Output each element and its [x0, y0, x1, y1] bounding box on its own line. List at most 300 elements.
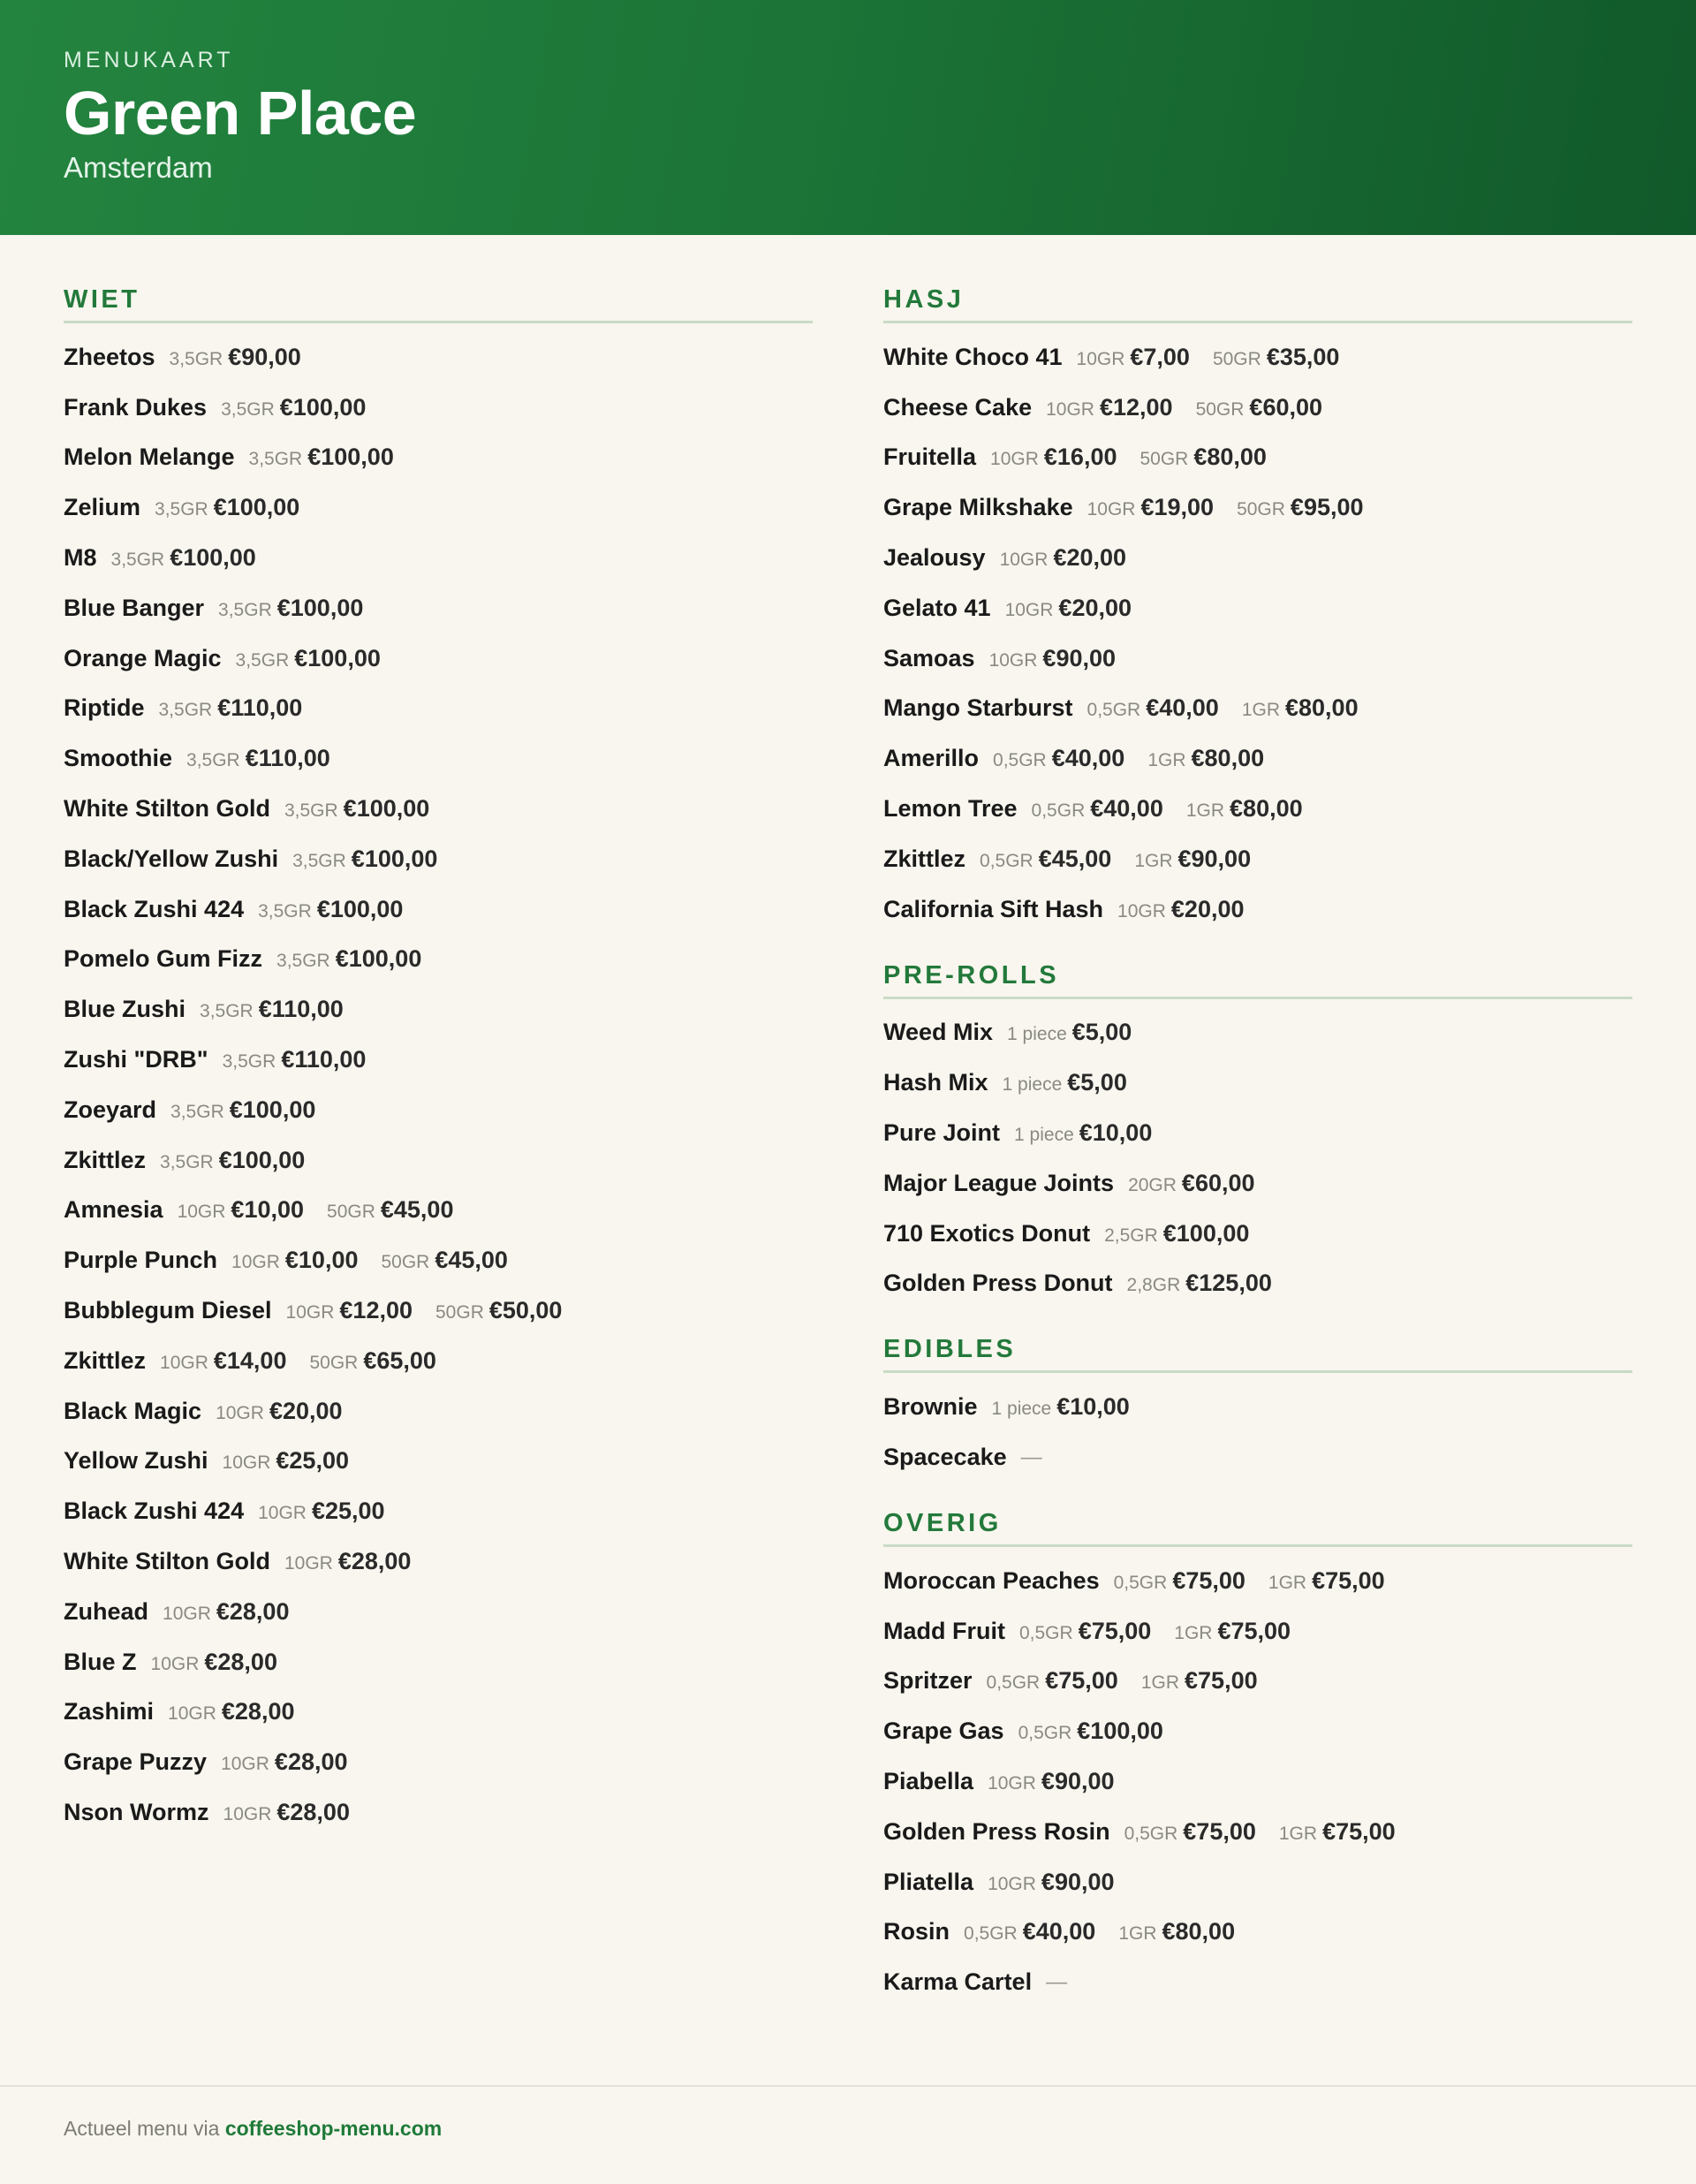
price-unit: 20GR — [1128, 1174, 1177, 1195]
price-amount: €100,00 — [276, 594, 364, 621]
price-amount: €75,00 — [1078, 1617, 1152, 1644]
menu-item — [883, 1058, 1632, 1108]
menu-item — [64, 1687, 813, 1738]
price-unit: 0,5GR — [986, 1672, 1041, 1694]
item-name: California Sift Hash — [883, 895, 1104, 922]
item-name: Zuhead — [64, 1597, 149, 1625]
price-option — [168, 1698, 294, 1725]
menu-item — [883, 1706, 1632, 1756]
price-option — [1237, 494, 1363, 521]
price-option — [1140, 444, 1266, 471]
price-unit: 3,5GR — [158, 700, 213, 721]
price-option — [381, 1247, 507, 1274]
menu-item — [64, 1737, 813, 1787]
price-unavailable-dash: — — [1020, 1445, 1042, 1469]
price-option — [1128, 1170, 1254, 1197]
price-option — [988, 1768, 1114, 1795]
menu-item — [64, 433, 813, 483]
item-name: Zkittlez — [64, 1346, 147, 1374]
menu-item — [883, 583, 1632, 633]
price-unit: 10GR — [150, 1653, 200, 1674]
menu-item — [64, 1285, 813, 1336]
price-option — [992, 1393, 1130, 1421]
menu-item — [883, 482, 1632, 533]
menu-item — [883, 1807, 1632, 1857]
item-name: Pomelo Gum Fizz — [64, 945, 263, 973]
price-option — [1174, 1618, 1291, 1645]
item-name: Pure Joint — [883, 1119, 1001, 1147]
price-option — [993, 745, 1124, 772]
menu-item — [883, 633, 1632, 684]
price-amount: €75,00 — [1183, 1817, 1256, 1845]
price-amount: €10,00 — [1079, 1119, 1153, 1147]
menu-item — [64, 1235, 813, 1285]
item-name: Fruitella — [883, 444, 977, 471]
item-name: Grape Gas — [883, 1718, 1004, 1745]
price-unit: 0,5GR — [1031, 800, 1086, 822]
price-option — [160, 1147, 305, 1174]
item-name: Black Magic — [64, 1397, 202, 1424]
price-option — [249, 444, 394, 471]
menu-section-hasj — [883, 282, 1632, 935]
price-unit: 50GR — [1140, 449, 1189, 470]
price-unit: 10GR — [284, 1553, 333, 1574]
price-unit: 50GR — [1195, 398, 1245, 420]
menu-item — [883, 684, 1632, 734]
menu-section-overig — [883, 1505, 1632, 2007]
menu-column-right — [883, 282, 1632, 2030]
price-unit: 10GR — [177, 1202, 226, 1223]
item-name: Moroccan Peaches — [883, 1566, 1100, 1594]
price-amount: €10,00 — [231, 1196, 305, 1224]
price-unit: 10GR — [221, 1754, 269, 1775]
menu-header — [0, 0, 1696, 235]
price-amount: €100,00 — [307, 444, 394, 471]
item-name: Zoeyard — [64, 1096, 157, 1123]
price-amount: €90,00 — [1041, 1768, 1115, 1795]
menu-item — [64, 684, 813, 734]
item-name: Major League Joints — [883, 1169, 1115, 1196]
price-amount: €100,00 — [294, 644, 381, 671]
price-unit: 0,5GR — [1018, 1723, 1072, 1744]
price-unit: 3,5GR — [276, 951, 330, 972]
menu-column-left — [64, 282, 813, 1861]
menu-item — [64, 482, 813, 533]
price-amount: €100,00 — [218, 1146, 306, 1173]
price-unit: 1GR — [1140, 1672, 1180, 1694]
section-title: EDIBLES — [883, 1331, 1632, 1373]
price-amount: €25,00 — [311, 1498, 385, 1525]
menu-item — [64, 834, 813, 884]
price-option — [216, 1398, 342, 1425]
menu-section-edibles — [883, 1331, 1632, 1483]
item-name: Frank Dukes — [64, 393, 208, 421]
price-option — [111, 544, 256, 572]
item-name: Riptide — [64, 694, 145, 722]
price-amount: €100,00 — [1162, 1219, 1250, 1247]
price-amount: €50,00 — [488, 1297, 563, 1324]
price-unit: 50GR — [1212, 348, 1261, 369]
menu-section-wiet — [64, 282, 813, 1838]
price-amount: €20,00 — [1058, 594, 1132, 621]
price-amount: €28,00 — [216, 1597, 290, 1625]
price-amount: €40,00 — [1146, 694, 1219, 722]
price-unit: 3,5GR — [155, 499, 208, 520]
price-unit: 1 piece — [1002, 1074, 1063, 1096]
price-option — [223, 1046, 367, 1073]
price-amount: €100,00 — [170, 544, 256, 572]
price-option — [309, 1347, 435, 1375]
price-unit: 10GR — [988, 1773, 1036, 1794]
price-amount: €60,00 — [1249, 393, 1323, 421]
price-amount: €35,00 — [1266, 343, 1340, 370]
price-unit: 10GR — [285, 1302, 335, 1323]
menu-item — [883, 1209, 1632, 1259]
price-unit: 1GR — [1278, 1823, 1318, 1844]
item-name: Golden Press Donut — [883, 1270, 1113, 1297]
menu-item — [64, 1035, 813, 1085]
item-name: 710 Exotics Donut — [883, 1219, 1091, 1247]
price-option — [286, 1297, 413, 1324]
price-unit: 10GR — [1117, 900, 1166, 921]
section-title: WIET — [64, 282, 813, 323]
price-option — [1118, 1918, 1235, 1945]
price-option — [1087, 494, 1214, 521]
price-amount: €90,00 — [1041, 1868, 1115, 1895]
item-name: Rosin — [883, 1918, 950, 1945]
price-unit: 1GR — [1118, 1923, 1157, 1945]
item-name: Black Zushi 424 — [64, 895, 245, 922]
price-amount: €28,00 — [274, 1748, 348, 1776]
price-amount: €5,00 — [1067, 1069, 1127, 1096]
menu-item — [883, 884, 1632, 935]
price-amount: €7,00 — [1130, 343, 1190, 370]
price-option — [1032, 795, 1163, 823]
header-eyebrow: MENUKAART — [64, 48, 234, 72]
price-option — [170, 1096, 315, 1124]
item-name: Melon Melange — [64, 444, 235, 471]
price-unit: 3,5GR — [160, 1151, 214, 1172]
menu-item — [883, 332, 1632, 383]
price-amount: €40,00 — [1022, 1918, 1096, 1945]
price-option — [292, 846, 437, 873]
item-name: Hash Mix — [883, 1069, 988, 1096]
item-name: M8 — [64, 544, 97, 572]
price-unit: 3,5GR — [235, 649, 290, 671]
price-amount: €45,00 — [435, 1247, 508, 1274]
price-unit: 10GR — [1046, 398, 1094, 420]
price-unit: 0,5GR — [980, 850, 1034, 871]
price-amount: €19,00 — [1140, 494, 1215, 521]
price-amount: €90,00 — [1177, 845, 1252, 872]
price-amount: €40,00 — [1090, 795, 1163, 823]
item-name: Lemon Tree — [883, 795, 1018, 823]
menu-item — [64, 935, 813, 985]
price-unit: 50GR — [381, 1252, 430, 1273]
price-unit: 3,5GR — [221, 398, 275, 420]
price-option — [178, 1196, 304, 1224]
price-option — [160, 1347, 286, 1375]
price-option — [1046, 394, 1172, 421]
price-option — [284, 795, 429, 823]
menu-section-pre-rolls — [883, 958, 1632, 1309]
menu-item — [64, 1787, 813, 1838]
price-unit: 10GR — [163, 1603, 211, 1624]
price-amount: €75,00 — [1185, 1667, 1258, 1695]
price-amount: €100,00 — [229, 1096, 316, 1123]
item-name: Brownie — [883, 1393, 978, 1421]
section-title: HASJ — [883, 282, 1632, 323]
price-unit: 1GR — [1185, 800, 1225, 822]
price-option — [159, 694, 303, 722]
price-unit: 10GR — [988, 649, 1038, 671]
price-amount: €110,00 — [217, 694, 303, 722]
menu-item — [883, 1756, 1632, 1807]
menu-item — [883, 1108, 1632, 1158]
item-name: Blue Zushi — [64, 996, 186, 1023]
price-amount: €25,00 — [276, 1447, 349, 1475]
price-option — [327, 1196, 453, 1224]
price-unit: 10GR — [1086, 499, 1136, 520]
item-name: Zkittlez — [64, 1146, 147, 1173]
menu-item — [883, 1606, 1632, 1657]
item-name: White Stilton Gold — [64, 795, 270, 823]
price-option — [435, 1297, 562, 1324]
menu-item — [64, 1437, 813, 1487]
menu-item — [64, 1386, 813, 1437]
price-amount: €80,00 — [1230, 795, 1303, 823]
price-amount: €14,00 — [213, 1346, 287, 1374]
price-amount: €20,00 — [1053, 544, 1127, 572]
price-unit: 3,5GR — [218, 599, 272, 620]
item-name: Weed Mix — [883, 1019, 994, 1046]
menu-item — [883, 533, 1632, 583]
item-name: Grape Milkshake — [883, 494, 1073, 521]
item-name: Blue Banger — [64, 594, 205, 621]
menu-item — [64, 1336, 813, 1386]
item-name: Mango Starburst — [883, 694, 1073, 722]
price-option — [276, 945, 421, 973]
price-option — [990, 444, 1117, 471]
price-option — [151, 1649, 277, 1676]
item-name: Golden Press Rosin — [883, 1817, 1110, 1845]
price-option — [231, 1247, 358, 1274]
item-name: Zheetos — [64, 343, 155, 370]
menu-item — [64, 332, 813, 383]
menu-footer — [0, 2085, 1696, 2184]
price-option — [1213, 344, 1339, 371]
price-amount: €28,00 — [337, 1548, 412, 1575]
item-name: Spacecake — [883, 1444, 1007, 1471]
price-option — [1117, 896, 1244, 923]
menu-item — [64, 583, 813, 633]
item-name: Amnesia — [64, 1196, 163, 1224]
menu-item — [883, 784, 1632, 834]
price-unit: 10GR — [168, 1703, 216, 1725]
price-amount: €95,00 — [1290, 494, 1364, 521]
price-option — [987, 1667, 1118, 1695]
price-amount: €80,00 — [1191, 745, 1265, 772]
price-option — [1124, 1818, 1256, 1846]
price-option — [284, 1548, 411, 1575]
menu-item — [883, 1432, 1632, 1483]
price-option — [163, 1598, 289, 1626]
footer-text — [64, 2117, 442, 2141]
price-amount: €100,00 — [279, 393, 367, 421]
price-option — [1077, 344, 1190, 371]
price-amount: €28,00 — [276, 1799, 350, 1825]
item-name: Karma Cartel — [883, 1968, 1033, 1996]
price-option — [1000, 544, 1126, 572]
price-option — [200, 996, 344, 1023]
price-amount: €75,00 — [1217, 1617, 1291, 1644]
price-unit: 3,5GR — [292, 850, 346, 871]
price-unit: 3,5GR — [110, 550, 165, 571]
item-name: Yellow Zushi — [64, 1447, 208, 1475]
price-option — [980, 846, 1111, 873]
price-unit: 3,5GR — [170, 1101, 224, 1122]
menu-item — [883, 1158, 1632, 1209]
price-amount: €45,00 — [1038, 845, 1112, 872]
menu-item — [64, 1587, 813, 1637]
menu-item — [64, 784, 813, 834]
price-amount: €10,00 — [1056, 1393, 1130, 1421]
price-amount: €80,00 — [1285, 694, 1359, 722]
price-option — [1279, 1818, 1396, 1846]
price-amount: €20,00 — [1170, 895, 1245, 922]
price-unit: 50GR — [309, 1352, 359, 1373]
price-amount: €90,00 — [228, 343, 301, 370]
price-unavailable-dash: — — [1046, 1969, 1068, 1994]
item-name: Zelium — [64, 494, 141, 521]
price-amount: €28,00 — [221, 1698, 295, 1725]
price-option — [186, 745, 330, 772]
price-option — [1018, 1718, 1163, 1745]
item-name: Piabella — [883, 1768, 974, 1795]
item-name: White Stilton Gold — [64, 1548, 270, 1575]
price-unit: 10GR — [1004, 599, 1054, 620]
price-option — [1196, 394, 1322, 421]
price-amount: €100,00 — [351, 845, 438, 872]
price-unit: 0,5GR — [1086, 700, 1141, 721]
menu-item — [883, 1907, 1632, 1958]
price-unit: 0,5GR — [1124, 1823, 1178, 1844]
item-name: Bubblegum Diesel — [64, 1297, 272, 1324]
price-option — [1114, 1567, 1246, 1595]
price-unit: 3,5GR — [248, 449, 303, 470]
menu-item — [883, 1657, 1632, 1707]
item-name: Grape Puzzy — [64, 1748, 208, 1776]
price-option — [1014, 1119, 1152, 1147]
item-name: Gelato 41 — [883, 594, 991, 621]
menu-item — [64, 1085, 813, 1135]
item-name: Samoas — [883, 644, 975, 671]
footer-link[interactable]: coffeeshop-menu.com — [224, 2117, 443, 2140]
price-amount: €10,00 — [284, 1247, 359, 1274]
price-option — [221, 1748, 347, 1776]
price-option — [1019, 1618, 1151, 1645]
price-amount: €80,00 — [1162, 1918, 1236, 1945]
menu-item — [883, 383, 1632, 433]
price-option — [1242, 694, 1359, 722]
price-unit: 10GR — [258, 1503, 307, 1524]
menu-item — [64, 984, 813, 1035]
menu-item — [883, 1556, 1632, 1606]
price-option — [223, 1447, 349, 1475]
menu-item — [64, 1135, 813, 1186]
menu-item — [64, 733, 813, 784]
price-amount: €28,00 — [204, 1648, 277, 1675]
price-option — [964, 1918, 1095, 1945]
price-amount: €110,00 — [258, 996, 344, 1023]
item-name: Jealousy — [883, 544, 986, 572]
menu-item — [64, 1536, 813, 1587]
price-option — [1104, 1220, 1249, 1247]
price-option — [218, 595, 363, 622]
price-unit: 0,5GR — [993, 750, 1047, 771]
menu-item — [64, 633, 813, 684]
menu-item — [883, 433, 1632, 483]
price-option — [1268, 1567, 1385, 1595]
price-amount: €100,00 — [335, 945, 422, 973]
menu-item — [883, 834, 1632, 884]
menu-item — [64, 884, 813, 935]
price-amount: €90,00 — [1042, 644, 1117, 671]
price-unit: 3,5GR — [200, 1001, 254, 1022]
price-unit: 1 piece — [1014, 1125, 1074, 1146]
price-unit: 10GR — [160, 1352, 208, 1373]
price-amount: €75,00 — [1312, 1566, 1385, 1594]
price-amount: €75,00 — [1045, 1667, 1118, 1695]
price-unit: 0,5GR — [1018, 1622, 1073, 1643]
item-name: Zushi "DRB" — [64, 1046, 208, 1073]
menu-item — [883, 733, 1632, 784]
price-option — [258, 1498, 384, 1525]
menu-item — [883, 1957, 1632, 2007]
price-unit: 1GR — [1147, 750, 1186, 771]
price-amount: €110,00 — [245, 745, 330, 772]
price-amount: €100,00 — [343, 795, 430, 823]
price-unit: 50GR — [1237, 499, 1285, 520]
price-amount: €45,00 — [380, 1196, 454, 1224]
menu-item — [64, 383, 813, 433]
price-unit: 2,5GR — [1104, 1225, 1158, 1246]
price-amount: €60,00 — [1181, 1169, 1255, 1196]
shop-title: Green Place — [64, 79, 417, 148]
price-amount: €65,00 — [363, 1346, 436, 1374]
price-unit: 50GR — [435, 1302, 484, 1323]
item-name: Smoothie — [64, 745, 173, 772]
item-name: Cheese Cake — [883, 393, 1033, 421]
price-amount: €75,00 — [1322, 1817, 1396, 1845]
price-option — [1186, 795, 1303, 823]
price-amount: €12,00 — [339, 1297, 413, 1324]
price-unit: 10GR — [216, 1402, 264, 1423]
price-option — [989, 645, 1116, 672]
price-amount: €110,00 — [281, 1046, 367, 1073]
item-name: Zkittlez — [883, 845, 966, 872]
price-option — [170, 344, 301, 371]
price-option — [1003, 1069, 1127, 1096]
menu-item — [883, 1857, 1632, 1907]
price-unit: 1GR — [1134, 850, 1173, 871]
item-name: Spritzer — [883, 1667, 973, 1695]
menu-item — [883, 1008, 1632, 1058]
price-unit: 3,5GR — [186, 750, 240, 771]
price-unit: 10GR — [223, 1804, 272, 1824]
menu-item — [883, 1259, 1632, 1309]
price-unit: 1GR — [1241, 700, 1280, 721]
